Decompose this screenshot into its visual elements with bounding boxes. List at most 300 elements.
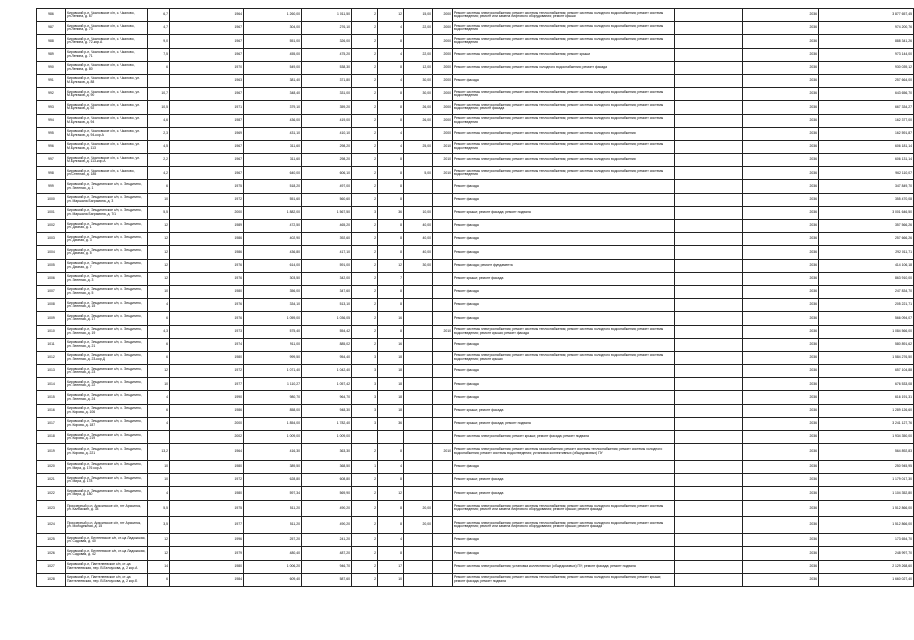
year-cell: 1980 xyxy=(170,285,244,298)
entrances-cell: 17 xyxy=(378,560,404,573)
row-number: 1013 xyxy=(37,365,66,378)
plan-year-cell: 2036 xyxy=(743,444,819,461)
works-cell: Ремонт системы электроснабжения; ремонт системы теплоснабжения; ремонт системы холодного водоснабжения; ремонт системы водоотведения; ремонт или замена лифтового оборудования; ремонт крыши xyxy=(453,9,675,22)
floors-cell: 3 xyxy=(352,351,378,364)
blank-cell xyxy=(675,534,743,547)
plan-year-cell: 2036 xyxy=(743,127,819,140)
period-cell xyxy=(433,259,453,272)
total-area-cell: 1 059,00 xyxy=(244,312,302,325)
wear-cell: 4 xyxy=(148,299,170,312)
year-cell: 1972 xyxy=(170,193,244,206)
address-cell: Кировский р-н, Чкаловское с/п, с. Чкалово, ул.Ленина, д. 80 xyxy=(66,61,148,74)
row-number: 1018 xyxy=(37,431,66,444)
table-row xyxy=(37,74,914,87)
total-area-cell: 1 071,40 xyxy=(244,365,302,378)
row-number: 1002 xyxy=(37,220,66,233)
total-area-cell: 640,00 xyxy=(244,167,302,180)
entrances-cell: 4 xyxy=(378,74,404,87)
period-cell xyxy=(433,547,453,560)
period-cell xyxy=(433,312,453,325)
total-area-cell: 303,50 xyxy=(244,272,302,285)
period-cell xyxy=(433,351,453,364)
floors-cell: 2 xyxy=(352,500,378,517)
living-area-cell: 363,30 xyxy=(302,444,352,461)
period-cell xyxy=(433,285,453,298)
residents-cell: 30,00 xyxy=(404,74,433,87)
floors-cell xyxy=(352,431,378,444)
wear-cell: 14 xyxy=(148,560,170,573)
floors-cell: 2 xyxy=(352,114,378,127)
plan-year-cell: 2036 xyxy=(743,259,819,272)
total-area-cell: 402,90 xyxy=(244,233,302,246)
blank-cell xyxy=(675,460,743,473)
cost-cell: 863 910,00 xyxy=(819,272,914,285)
living-area-cell: 1 057,42 xyxy=(302,378,352,391)
living-area-cell: 392,60 xyxy=(302,233,352,246)
cost-cell: 1 289 126,60 xyxy=(819,404,914,417)
residents-cell: 22,00 xyxy=(404,22,433,35)
blank-cell xyxy=(675,193,743,206)
entrances-cell: 8 xyxy=(378,285,404,298)
living-area-cell: 298,20 xyxy=(302,154,352,167)
plan-year-cell: 2036 xyxy=(743,48,819,61)
residents-cell xyxy=(404,285,433,298)
total-area-cell: 480,40 xyxy=(244,547,302,560)
year-cell: 1976 xyxy=(170,299,244,312)
blank-cell xyxy=(675,312,743,325)
blank-cell xyxy=(675,154,743,167)
works-cell: Ремонт фасада xyxy=(453,365,675,378)
total-area-cell: 436,00 xyxy=(244,114,302,127)
address-cell: Кировский р-н, Чкаловское с/п, с. Чкалово, ул.Ленина, д. 67 xyxy=(66,9,148,22)
living-area-cell: 538,30 xyxy=(302,61,352,74)
living-area-cell: 1 036,05 xyxy=(302,312,352,325)
total-area-cell: 334,10 xyxy=(244,299,302,312)
blank-cell xyxy=(675,404,743,417)
blank-cell xyxy=(675,233,743,246)
period-cell xyxy=(433,404,453,417)
floors-cell: 3 xyxy=(352,378,378,391)
floors-cell: 2 xyxy=(352,233,378,246)
row-number: 1005 xyxy=(37,259,66,272)
cost-cell: 962 110,07 xyxy=(819,167,914,180)
row-number: 1020 xyxy=(37,460,66,473)
living-area-cell: 490,20 xyxy=(302,517,352,534)
table-row xyxy=(37,22,914,35)
cost-cell: 1 512 866,00 xyxy=(819,500,914,517)
living-area-cell: 1 009,00 xyxy=(302,431,352,444)
residents-cell xyxy=(404,460,433,473)
floors-cell: 2 xyxy=(352,127,378,140)
year-cell: 1996 xyxy=(170,534,244,547)
living-area-cell: 946,70 xyxy=(302,560,352,573)
works-cell: Ремонт системы электроснабжения; ремонт системы теплоснабжения; ремонт системы холодного водоснабжения xyxy=(453,127,675,140)
table-row xyxy=(37,351,914,364)
wear-cell: 10 xyxy=(148,460,170,473)
table-row xyxy=(37,417,914,430)
works-cell: Ремонт фасада xyxy=(453,299,675,312)
wear-cell: 7,5 xyxy=(148,48,170,61)
entrances-cell: 8 xyxy=(378,220,404,233)
address-cell: Кировский р-н, Эльдигинское с/п, с. Эльдигино, ул. Кирова, д. 106 xyxy=(66,404,148,417)
total-area-cell: 436,80 xyxy=(244,246,302,259)
year-cell: 1969 xyxy=(170,127,244,140)
residents-cell xyxy=(404,547,433,560)
residents-cell xyxy=(404,534,433,547)
floors-cell: 2 xyxy=(352,487,378,500)
living-area-cell: 1 011,50 xyxy=(302,9,352,22)
period-cell xyxy=(433,180,453,193)
period-cell: 2000 xyxy=(433,22,453,35)
entrances-cell: 36 xyxy=(378,417,404,430)
total-area-cell: 999,50 xyxy=(244,351,302,364)
blank-cell xyxy=(675,299,743,312)
cost-cell: 355 470,08 xyxy=(819,193,914,206)
period-cell xyxy=(433,233,453,246)
wear-cell: 10 xyxy=(148,285,170,298)
entrances-cell: 8 xyxy=(378,167,404,180)
table-row xyxy=(37,431,914,444)
year-cell: 1970 xyxy=(170,61,244,74)
plan-year-cell: 2036 xyxy=(743,391,819,404)
total-area-cell: 1 110,27 xyxy=(244,378,302,391)
residents-cell: 40,00 xyxy=(404,220,433,233)
row-number: 1023 xyxy=(37,500,66,517)
row-number: 1027 xyxy=(37,560,66,573)
entrances-cell: 12 xyxy=(378,9,404,22)
table-row xyxy=(37,233,914,246)
plan-year-cell: 2036 xyxy=(743,246,819,259)
floors-cell: 3 xyxy=(352,404,378,417)
living-area-cell: 591,00 xyxy=(302,259,352,272)
row-number: 986 xyxy=(37,9,66,22)
address-cell: Кировский р-н, Чкаловское с/п, с. Чкалово, ул. М.Булгаков, д. 113 xyxy=(66,140,148,153)
plan-year-cell: 2036 xyxy=(743,193,819,206)
row-number: 1022 xyxy=(37,487,66,500)
plan-year-cell: 2036 xyxy=(743,9,819,22)
row-number: 990 xyxy=(37,61,66,74)
plan-year-cell: 2036 xyxy=(743,378,819,391)
wear-cell: 10 xyxy=(148,378,170,391)
living-area-cell: 560,60 xyxy=(302,193,352,206)
living-area-cell: 465,20 xyxy=(302,220,352,233)
floors-cell: 2 xyxy=(352,180,378,193)
floors-cell: 2 xyxy=(352,88,378,101)
period-cell xyxy=(433,272,453,285)
floors-cell: 2 xyxy=(352,101,378,114)
cost-cell: 1 179 017,30 xyxy=(819,474,914,487)
wear-cell: 12 xyxy=(148,246,170,259)
works-cell: Ремонт крыши; ремонт фасада xyxy=(453,272,675,285)
address-cell: Кировский р-н, Бехтеевское с/п, ст-ца Ладожская, ул. Садовая, д. 42 xyxy=(66,547,148,560)
total-area-cell: 511,20 xyxy=(244,500,302,517)
wear-cell: 2,3 xyxy=(148,127,170,140)
floors-cell: 2 xyxy=(352,154,378,167)
plan-year-cell: 2036 xyxy=(743,206,819,219)
residents-cell xyxy=(404,325,433,338)
year-cell: 1974 xyxy=(170,338,244,351)
table-row xyxy=(37,312,914,325)
table-row xyxy=(37,573,914,586)
entrances-cell: 16 xyxy=(378,338,404,351)
floors-cell: 2 xyxy=(352,573,378,586)
wear-cell: 6 xyxy=(148,573,170,586)
row-number: 993 xyxy=(37,101,66,114)
address-cell: Кировский р-н, Эльдигинское с/п, с. Эльдигино, ул. Дачная, д. 1 xyxy=(66,220,148,233)
works-cell: Ремонт фасада xyxy=(453,547,675,560)
cost-cell: 606 131,14 xyxy=(819,154,914,167)
row-number: 987 xyxy=(37,22,66,35)
row-number: 996 xyxy=(37,140,66,153)
cost-cell: 3 241 127,76 xyxy=(819,417,914,430)
blank-cell xyxy=(675,101,743,114)
blank-cell xyxy=(675,246,743,259)
living-area-cell: 417,10 xyxy=(302,246,352,259)
total-area-cell: 549,00 xyxy=(244,61,302,74)
entrances-cell: 8 xyxy=(378,246,404,259)
cost-cell: 1 084 566,00 xyxy=(819,325,914,338)
period-cell: 2010 xyxy=(433,444,453,461)
floors-cell: 2 xyxy=(352,48,378,61)
total-area-cell: 1 260,00 xyxy=(244,9,302,22)
cost-cell: 564 892,83 xyxy=(819,444,914,461)
plan-year-cell: 2036 xyxy=(743,312,819,325)
works-cell: Ремонт системы электроснабжения; ремонт системы теплоснабжения; ремонт крыши xyxy=(453,48,675,61)
entrances-cell: 8 xyxy=(378,154,404,167)
cost-cell: 257 664,00 xyxy=(819,74,914,87)
address-cell: Приозерный р-н, Арясинское с/п, пгт Арясинск, ул. Калбаскин, д. 34 xyxy=(66,500,148,517)
year-cell: 1975 xyxy=(170,500,244,517)
total-area-cell: 311,60 xyxy=(244,154,302,167)
row-number: 1025 xyxy=(37,534,66,547)
residents-cell: 30,00 xyxy=(404,259,433,272)
entrances-cell: 7 xyxy=(378,272,404,285)
period-cell xyxy=(433,500,453,517)
works-cell: Ремонт системы электроснабжения; ремонт системы теплоснабжения; ремонт системы холодного водоснабжения; ремонт системы водоотведения; ремонт или замена лифтового оборудования; ремонт крыши; ремонт фасада xyxy=(453,517,675,534)
residents-cell: 40,00 xyxy=(404,233,433,246)
row-number: 1017 xyxy=(37,417,66,430)
living-area-cell: 554,42 xyxy=(302,325,352,338)
year-cell: 1972 xyxy=(170,365,244,378)
plan-year-cell: 2036 xyxy=(743,285,819,298)
table-row xyxy=(37,272,914,285)
floors-cell: 2 xyxy=(352,9,378,22)
blank-cell xyxy=(675,444,743,461)
works-cell: Ремонт системы электроснабжения; установка коллективных (общедомовых) ПУ; ремонт фасада; ремонт подвала xyxy=(453,560,675,573)
total-area-cell: 518,20 xyxy=(244,180,302,193)
cost-cell: 3 877 657,45 xyxy=(819,9,914,22)
wear-cell: 6 xyxy=(148,61,170,74)
table-row xyxy=(37,35,914,48)
year-cell: 1980 xyxy=(170,460,244,473)
period-cell xyxy=(433,460,453,473)
works-cell: Ремонт фасада xyxy=(453,220,675,233)
floors-cell: 3 xyxy=(352,391,378,404)
period-cell xyxy=(433,417,453,430)
works-cell: Ремонт фасада xyxy=(453,233,675,246)
living-area-cell: 490,20 xyxy=(302,500,352,517)
works-cell: Ремонт фасада; ремонт фундамента xyxy=(453,259,675,272)
period-cell: 2000 xyxy=(433,127,453,140)
address-cell: Кировский р-н, Эльдигинское с/п, с. Эльдигино, ул. Дачная, д. 5 xyxy=(66,246,148,259)
year-cell: 1990 xyxy=(170,391,244,404)
blank-cell xyxy=(675,431,743,444)
row-number: 1003 xyxy=(37,233,66,246)
blank-cell xyxy=(675,74,743,87)
entrances-cell: 4 xyxy=(378,48,404,61)
row-number: 1006 xyxy=(37,272,66,285)
period-cell: 2000 xyxy=(433,48,453,61)
residents-cell: 25,00 xyxy=(404,140,433,153)
year-cell: 1967 xyxy=(170,48,244,61)
table-row xyxy=(37,167,914,180)
address-cell: Кировский р-н, Эльдигинское с/п, с. Эльдигино, ул. Зеленая, д. 21 xyxy=(66,338,148,351)
works-cell: Ремонт крыши; ремонт фасада; ремонт подвала xyxy=(453,417,675,430)
blank-cell xyxy=(675,88,743,101)
year-cell: 1979 xyxy=(170,547,244,560)
living-area-cell: 371,80 xyxy=(302,74,352,87)
plan-year-cell: 2036 xyxy=(743,325,819,338)
blank-cell xyxy=(675,285,743,298)
wear-cell: 12 xyxy=(148,259,170,272)
row-number: 1000 xyxy=(37,193,66,206)
floors-cell: 2 xyxy=(352,35,378,48)
row-number: 1014 xyxy=(37,378,66,391)
row-number: 988 xyxy=(37,35,66,48)
year-cell: 1975 xyxy=(170,180,244,193)
period-cell xyxy=(433,517,453,534)
works-cell: Ремонт системы электроснабжения; ремонт системы теплоснабжения; ремонт системы холодного водоснабжения; ремонт системы водоотведения xyxy=(453,167,675,180)
address-cell: Кировский р-н, Чкаловское с/п, с. Чкалово, ул. М.Булгаков, д. 94 xyxy=(66,114,148,127)
period-cell xyxy=(433,487,453,500)
period-cell xyxy=(433,431,453,444)
entrances-cell: 8 xyxy=(378,500,404,517)
works-cell: Ремонт крыши; ремонт фасада; ремонт подвала xyxy=(453,206,675,219)
entrances-cell: 8 xyxy=(378,299,404,312)
row-number: 1015 xyxy=(37,391,66,404)
entrances-cell: 18 xyxy=(378,351,404,364)
floors-cell: 2 xyxy=(352,444,378,461)
blank-cell xyxy=(675,351,743,364)
plan-year-cell: 2036 xyxy=(743,167,819,180)
entrances-cell: 12 xyxy=(378,259,404,272)
works-cell: Ремонт системы электроснабжения; ремонт системы теплоснабжения; ремонт системы холодного водоснабжения xyxy=(453,154,675,167)
blank-cell xyxy=(675,474,743,487)
period-cell xyxy=(433,193,453,206)
table-row xyxy=(37,220,914,233)
year-cell: 1977 xyxy=(170,378,244,391)
blank-cell xyxy=(675,206,743,219)
living-area-cell: 298,20 xyxy=(302,140,352,153)
period-cell: 2000 xyxy=(433,9,453,22)
year-cell: 1971 xyxy=(170,101,244,114)
period-cell: 2000 xyxy=(433,74,453,87)
cost-cell: 347 849,70 xyxy=(819,180,914,193)
cost-cell: 1 584 276,50 xyxy=(819,351,914,364)
entrances-cell: 16 xyxy=(378,312,404,325)
blank-cell xyxy=(675,391,743,404)
plan-year-cell: 2036 xyxy=(743,272,819,285)
total-area-cell: 980,70 xyxy=(244,391,302,404)
wear-cell: 13,2 xyxy=(148,444,170,461)
address-cell: Кировский р-н, Чкаловское с/п, с. Чкалово, ул.Ленина, д. 71 xyxy=(66,48,148,61)
entrances-cell xyxy=(378,431,404,444)
entrances-cell: 18 xyxy=(378,365,404,378)
residents-cell xyxy=(404,193,433,206)
entrances-cell: 18 xyxy=(378,378,404,391)
plan-year-cell: 2036 xyxy=(743,534,819,547)
plan-year-cell: 2036 xyxy=(743,101,819,114)
floors-cell: 2 xyxy=(352,22,378,35)
total-area-cell: 551,00 xyxy=(244,35,302,48)
row-number: 998 xyxy=(37,167,66,180)
register-body xyxy=(37,9,914,587)
floors-cell: 2 xyxy=(352,220,378,233)
total-area-cell: 911,00 xyxy=(244,338,302,351)
plan-year-cell: 2036 xyxy=(743,500,819,517)
works-cell: Ремонт фасада xyxy=(453,74,675,87)
wear-cell: 12 xyxy=(148,534,170,547)
living-area-cell: 331,00 xyxy=(302,88,352,101)
residents-cell xyxy=(404,560,433,573)
cost-cell: 1 512 866,00 xyxy=(819,517,914,534)
year-cell: 1976 xyxy=(170,259,244,272)
address-cell: Кировский р-н, Чкаловское с/п, с. Чкалово, ул. М.Булгаков, д. 94-кор.А xyxy=(66,127,148,140)
works-cell: Ремонт фасада xyxy=(453,180,675,193)
living-area-cell: 359,20 xyxy=(302,101,352,114)
residents-cell: 15,00 xyxy=(404,9,433,22)
wear-cell: 2,2 xyxy=(148,154,170,167)
year-cell: 1986 xyxy=(170,233,244,246)
row-number: 1001 xyxy=(37,206,66,219)
total-area-cell: 511,20 xyxy=(244,517,302,534)
year-cell: 1984 xyxy=(170,573,244,586)
works-cell: Ремонт фасада xyxy=(453,534,675,547)
period-cell: 2000 xyxy=(433,61,453,74)
cost-cell: 973 144,00 xyxy=(819,48,914,61)
total-area-cell: 575,40 xyxy=(244,325,302,338)
year-cell: 1986 xyxy=(170,404,244,417)
residents-cell: 20,00 xyxy=(404,500,433,517)
entrances-cell: 18 xyxy=(378,391,404,404)
address-cell: Кировский р-н, Эльдигинское с/п, с. Эльдигино, ул. Зеленая, д. 17 xyxy=(66,312,148,325)
entrances-cell: 8 xyxy=(378,61,404,74)
table-row xyxy=(37,325,914,338)
floors-cell: 2 xyxy=(352,325,378,338)
period-cell xyxy=(433,560,453,573)
total-area-cell: 356,00 xyxy=(244,285,302,298)
period-cell: 2010 xyxy=(433,154,453,167)
cost-cell: 247 834,70 xyxy=(819,285,914,298)
row-number: 994 xyxy=(37,114,66,127)
floors-cell: 2 xyxy=(352,74,378,87)
wear-cell: 4,7 xyxy=(148,22,170,35)
cost-cell: 162 591,87 xyxy=(819,127,914,140)
residents-cell xyxy=(404,573,433,586)
living-area-cell: 475,20 xyxy=(302,48,352,61)
wear-cell: 10 xyxy=(148,474,170,487)
blank-cell xyxy=(675,517,743,534)
blank-cell xyxy=(675,378,743,391)
residents-cell xyxy=(404,272,433,285)
address-cell: Кировский р-н, Чкаловское с/п, с. Чкалово, ул.Ленина, д. 72-кор.А xyxy=(66,35,148,48)
plan-year-cell: 2036 xyxy=(743,180,819,193)
residents-cell: 30,00 xyxy=(404,88,433,101)
year-cell: 1967 xyxy=(170,22,244,35)
residents-cell xyxy=(404,299,433,312)
wear-cell: 6 xyxy=(148,351,170,364)
residents-cell xyxy=(404,474,433,487)
